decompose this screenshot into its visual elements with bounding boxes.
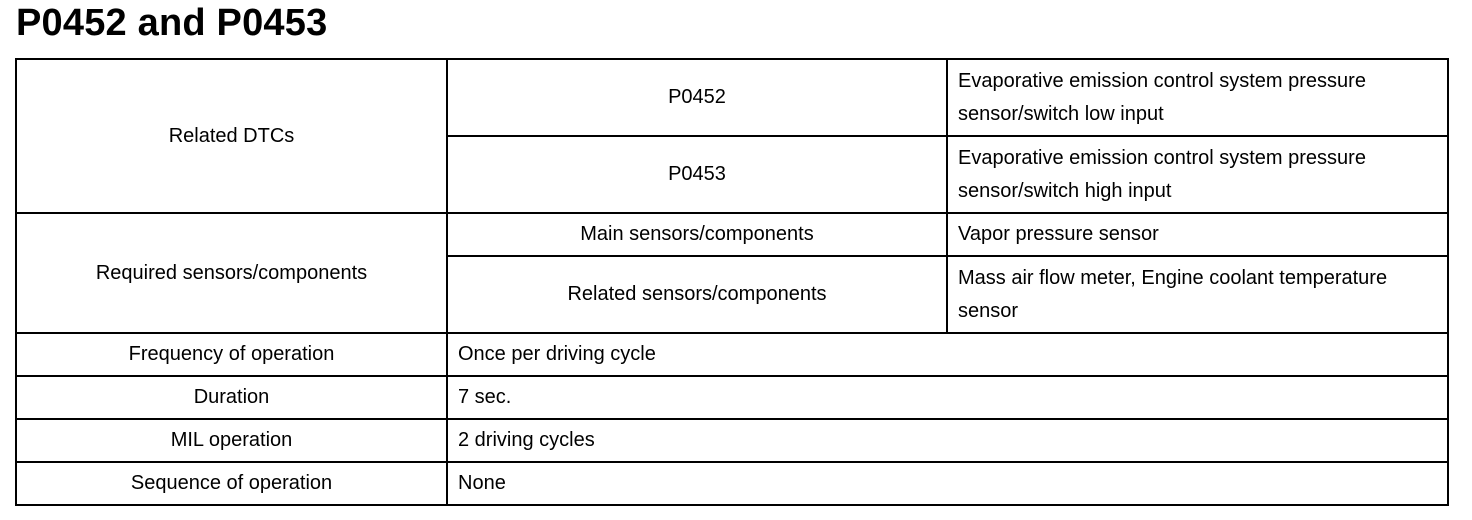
mil-operation-value: 2 driving cycles bbox=[447, 419, 1448, 462]
duration-label: Duration bbox=[16, 376, 447, 419]
dtc-code-p0453: P0453 bbox=[447, 136, 947, 213]
table-row bbox=[16, 376, 1448, 419]
frequency-label: Frequency of operation bbox=[16, 333, 447, 376]
dtc-spec-table bbox=[15, 58, 1449, 506]
duration-value: 7 sec. bbox=[447, 376, 1448, 419]
mil-operation-label: MIL operation bbox=[16, 419, 447, 462]
table-row bbox=[16, 213, 1448, 256]
dtc-code-p0452: P0452 bbox=[447, 59, 947, 136]
required-sensors-label: Required sensors/components bbox=[16, 213, 447, 333]
table-row bbox=[16, 462, 1448, 505]
table-row bbox=[16, 59, 1448, 136]
table-row bbox=[16, 419, 1448, 462]
sequence-value: None bbox=[447, 462, 1448, 505]
dtc-description-p0453: Evaporative emission control system pressure sensor/switch high input bbox=[947, 136, 1448, 213]
related-sensors-label: Related sensors/components bbox=[447, 256, 947, 333]
table-row bbox=[16, 333, 1448, 376]
page-title: P0452 and P0453 bbox=[16, 2, 328, 44]
frequency-value: Once per driving cycle bbox=[447, 333, 1448, 376]
dtc-description-p0452: Evaporative emission control system pressure sensor/switch low input bbox=[947, 59, 1448, 136]
related-sensors-value: Mass air flow meter, Engine coolant temperature sensor bbox=[947, 256, 1448, 333]
related-dtcs-label: Related DTCs bbox=[16, 59, 447, 213]
sequence-label: Sequence of operation bbox=[16, 462, 447, 505]
main-sensors-value: Vapor pressure sensor bbox=[947, 213, 1448, 256]
main-sensors-label: Main sensors/components bbox=[447, 213, 947, 256]
